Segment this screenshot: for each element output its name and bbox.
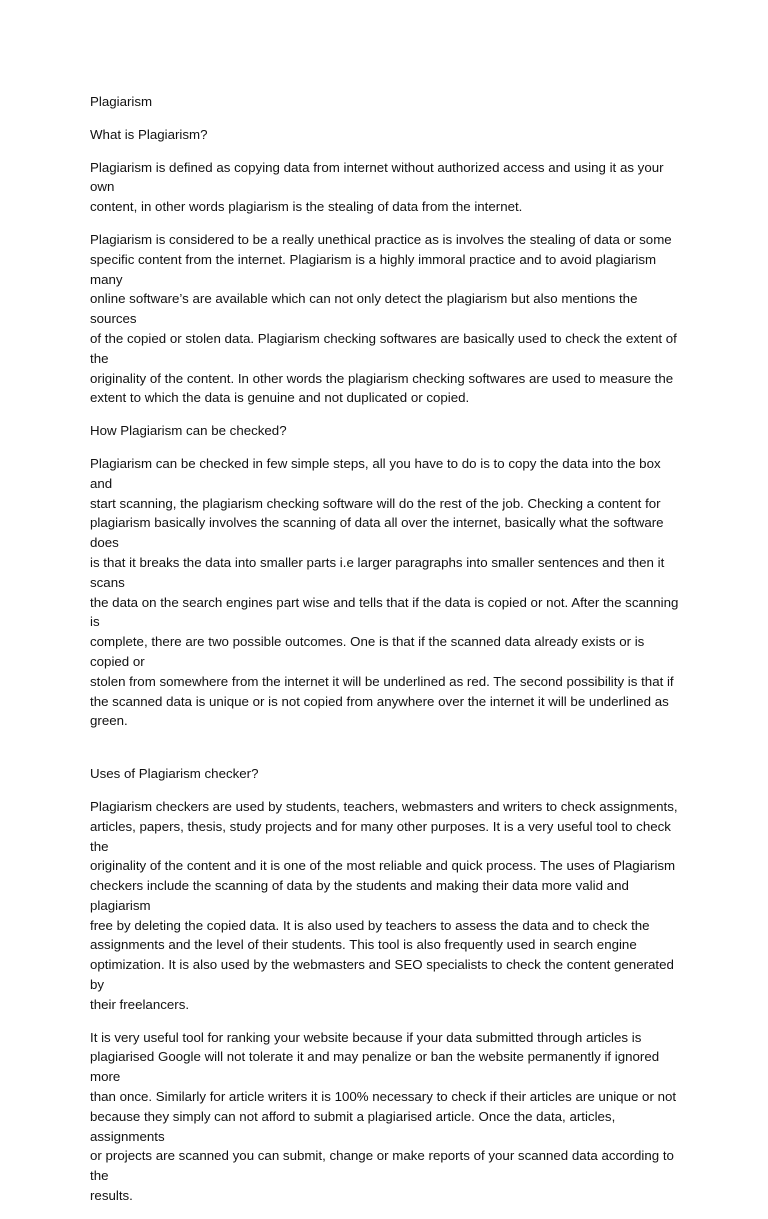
section-heading-what-is-plagiarism: What is Plagiarism? (90, 126, 208, 142)
paragraph-unethical-practice: Plagiarism is considered to be a really unethical practice as is involves the stealing of data or some specific content from the internet. Plagiarism is a highly immoral practice and to avoid plagiarism many online software’s are available which can not only detect the plagiarism but also mentions the sources of the copied or stolen data. Plagiarism checking softwares are basically used to check the extent of the originality of the content. In other words the plagiarism checking softwares are used to measure the extent to which the data is genuine and not duplicated or copied. (90, 231, 677, 406)
document-title: Plagiarism (90, 94, 153, 109)
document-body (90, 92, 682, 1219)
section-heading-uses: Uses of Plagiarism checker? (90, 766, 259, 782)
paragraph-uses: Plagiarism checkers are used by students, teachers, webmasters and writers to check assignments, articles, papers, thesis, study projects and for many other purposes. It is a very useful tool to check the originality of the content and it is one of the most reliable and quick process. The uses of Plagiarism checkers include the scanning of data by the students and making their data more valid and plagiarism free by deleting the copied data. It is also used by teachers to assess the data and to check the assignments and the level of their students. This tool is also frequently used in search engine optimization. It is also used by the webmasters and SEO specialists to check the content generated by their freelancers. (90, 798, 678, 1012)
paragraph-ranking: It is very useful tool for ranking your website because if your data submitted through articles is plagiarised Google will not tolerate it and may penalize or ban the website permanently if ignored more than once. Similarly for article writers it is 100% necessary to check if their articles are unique or not because they simply can not afford to submit a plagiarised article. Once the data, articles, assignments or projects are scanned you can submit, change or make reports of your scanned data according to the results. (90, 1029, 677, 1204)
section-heading-how-checked: How Plagiarism can be checked? (90, 423, 287, 439)
paragraph-checking-steps: Plagiarism can be checked in few simple steps, all you have to do is to copy the data into the box and start scanning, the plagiarism checking software will do the rest of the job. Checking a content for plagiarism basically involves the scanning of data all over the internet, basically what the software does is that it breaks the data into smaller parts i.e larger paragraphs into smaller sentences and then it scans the data on the search engines part wise and tells that if the data is copied or not. After the scanning is complete, there are two possible outcomes. One is that if the scanned data already exists or is copied or stolen from somewhere from the internet it will be underlined as red. The second possibility is that if the scanned data is unique or is not copied from anywhere over the internet it will be underlined as green. (90, 455, 679, 729)
paragraph-definition: Plagiarism is defined as copying data from internet without authorized access and using it as your own content, in other words plagiarism is the stealing of data from the internet. (90, 159, 664, 215)
